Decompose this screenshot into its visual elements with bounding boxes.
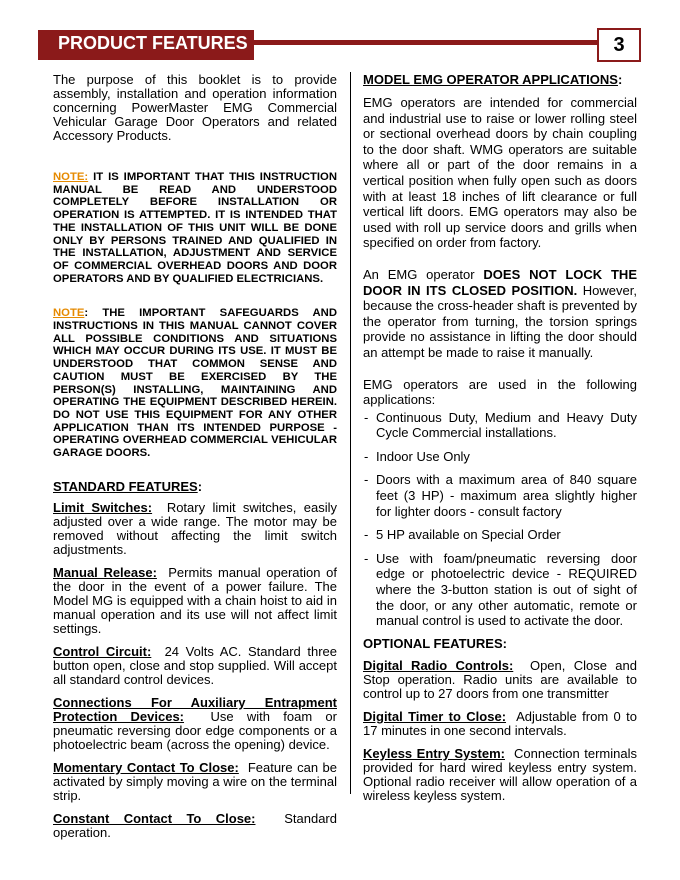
applications-paragraph: EMG operators are intended for commercial and industrial use to raise or lower rolling steel or sectional overhead doors by chain coupling to the door shaft. WMG operators are suitable where all or part of the door remains in a vertical position when fully open such as doors with at least 18 inches of lift clearance or full vertical lift doors. EMG operators may also be used with roll up service doors and grills when specified on order from factory.: [363, 95, 637, 251]
header-rule: [254, 40, 598, 45]
left-column: [53, 73, 337, 840]
feature-manual-release: Manual Release: Permits manual operation of the door in the event of a power failure. The Model MG is equipped with a chain hoist to aid in manual operation and its use will not affect limit settings.: [53, 564, 337, 636]
page-number: 3: [597, 28, 641, 62]
list-item: - Continuous Duty, Medium and Heavy Duty Cycle Commercial installations.: [363, 410, 637, 441]
optional-timer: Digital Timer to Close: Adjustable from 0 to 17 minutes in one second intervals.: [363, 708, 637, 738]
right-column: [363, 73, 637, 803]
feature-control-circuit: Control Circuit: 24 Volts AC. Standard three button open, close and stop supplied. Will accept all standard control devices.: [53, 643, 337, 687]
optional-keyless-entry: Keyless Entry System: Connection terminals provided for hard wired keyless entry system. Optional radio receiver will allow operation of a wireless keyless system.: [363, 745, 637, 803]
note-label: NOTE: [53, 307, 85, 320]
feature-limit-switches: Limit Switches: Rotary limit switches, easily adjusted over a wide range. The motor may be removed without affecting the limit switch adjustments.: [53, 499, 337, 557]
optional-radio-controls: Digital Radio Controls: Open, Close and Stop operation. Radio units are available to control up to 27 doors from one transmitter: [363, 657, 637, 701]
intro-paragraph: The purpose of this booklet is to provide assembly, installation and operation information concerning PowerMaster EMG Commercial Vehicular Garage Door Operators and related Accessory Products.: [53, 72, 337, 143]
applications-intro: EMG operators are used in the following applications:: [363, 376, 637, 408]
list-item: - Doors with a maximum area of 840 square feet (3 HP) - maximum area slightly higher for lighter doors - consult factory: [363, 472, 637, 519]
standard-features-heading: STANDARD FEATURES:: [53, 478, 203, 494]
note-text: THE IMPORTANT SAFEGUARDS AND INSTRUCTIONS IN THIS MANUAL CANNOT COVER ALL POSSIBLE CONDITIONS AND SITUATIONS WHICH MAY OCCUR DURING ITS USE. IT MUST BE UNDERSTOOD THAT COMMON SENSE AND CAUTION MUST BE EXERCISED BY THE PERSON(S) INSTALLING, MAINTAINING AND OPERATING THE EQUIPMENT DESCRIBED HEREIN. DO NOT USE THIS EQUIPMENT FOR ANY OTHER APPLICATION THAN ITS INTENDED PURPOSE - OPERATING OVERHEAD COMMERCIAL VEHICULAR GARAGE DOORS.: [53, 307, 337, 460]
applications-heading: MODEL EMG OPERATOR APPLICATIONS:: [363, 72, 623, 87]
list-item: - Use with foam/pneumatic reversing door edge or photoelectric device - REQUIRED where the 3-button station is out of sight of the door, or any other automatic, remote or manual control is used to activate the door.: [363, 551, 637, 629]
optional-features-heading: OPTIONAL FEATURES:: [363, 635, 507, 651]
page-title: PRODUCT FEATURES: [58, 33, 248, 53]
list-item: - Indoor Use Only: [363, 449, 637, 465]
feature-momentary-contact: Momentary Contact To Close: Feature can be activated by simply moving a wire on the terminal strip.: [53, 759, 337, 803]
applications-list: [363, 410, 637, 629]
note-text: IT IS IMPORTANT THAT THIS INSTRUCTION MANUAL BE READ AND UNDERSTOOD COMPLETELY BEFORE INSTALLATION OR OPERATION IS ATTEMPTED. IT IS INTENDED THAT THE INSTALLATION OF THIS UNIT WILL BE DONE ONLY BY PERSONS TRAINED AND QUALIFIED IN THE INSTALLATION, ADJUSTMENT AND SERVICE OF COMMERCIAL OVERHEAD DOORS AND DOOR OPERATORS AND BY QUALIFIED ELECTRICIANS.: [53, 171, 337, 285]
note-label: NOTE:: [53, 171, 89, 183]
feature-constant-contact: Constant Contact To Close: Standard operation.: [53, 810, 337, 840]
column-divider: [350, 72, 351, 794]
lock-warning-paragraph: An EMG operator DOES NOT LOCK THE DOOR IN ITS CLOSED POSITION. However, because the cross-header shaft is prevented by the operator from turning, the torsion springs provide no assistance in lifting the door should an attempt be made to raise it manually.: [363, 266, 637, 360]
note-important: [53, 171, 337, 285]
feature-entrapment: Connections For Auxiliary Entrapment Protection Devices: Use with foam or pneumatic reversing door edge components or a photoelectric beam (across the opening) device.: [53, 694, 337, 752]
note-safeguards: NOTE: THE IMPORTANT SAFEGUARDS AND INSTRUCTIONS IN THIS MANUAL CANNOT COVER ALL POSSIBLE CONDITIONS AND SITUATIONS WHICH MAY OCCUR DURING ITS USE. IT MUST BE UNDERSTOOD THAT COMMON SENSE AND CAUTION MUST BE EXERCISED BY THE PERSON(S) INSTALLING, MAINTAINING AND OPERATING THE EQUIPMENT DESCRIBED HEREIN. DO NOT USE THIS EQUIPMENT FOR ANY OTHER APPLICATION THAN ITS INTENDED PURPOSE - OPERATING OVERHEAD COMMERCIAL VEHICULAR GARAGE DOORS.: [53, 307, 337, 460]
list-item: - 5 HP available on Special Order: [363, 527, 637, 543]
